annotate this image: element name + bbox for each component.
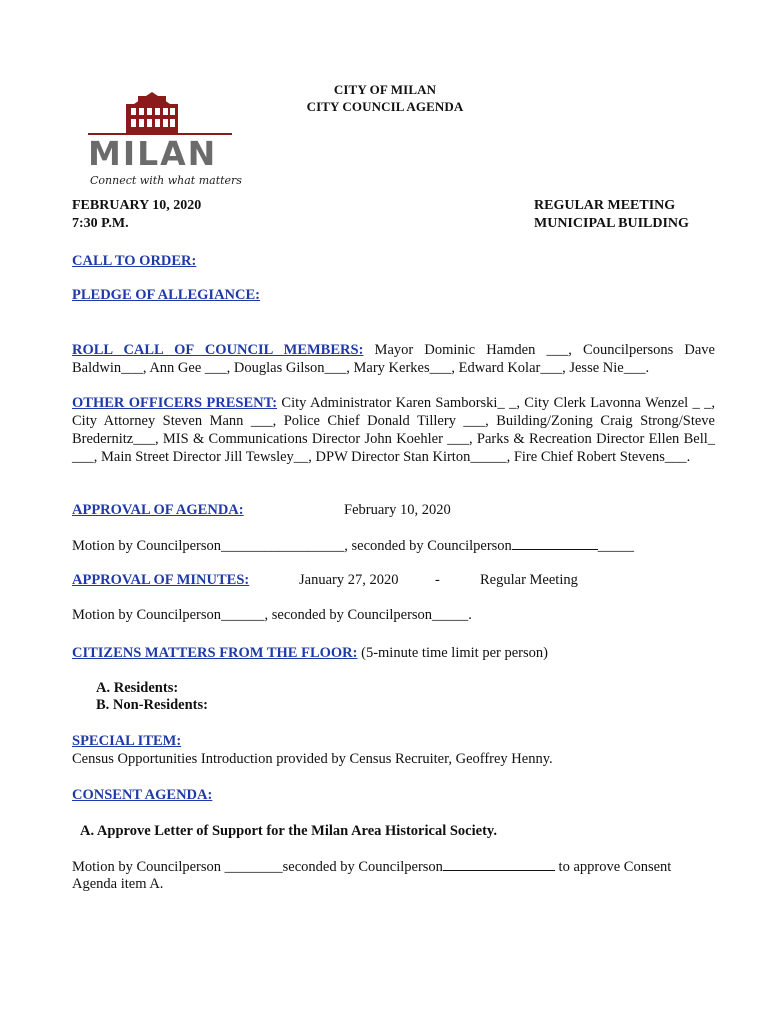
minutes-dash: - (435, 572, 440, 588)
milan-logo (84, 92, 242, 188)
other-officers-heading: OTHER OFFICERS PRESENT: (72, 395, 278, 411)
approval-minutes-heading: APPROVAL OF MINUTES: (72, 572, 250, 588)
consent-motion-text: Motion by Councilperson ________seconded by Councilperson (72, 859, 443, 875)
agenda-city-title: CITY OF MILAN (333, 82, 437, 97)
agenda-motion-line (72, 537, 634, 555)
logo-wordmark: MILAN (88, 134, 218, 173)
meeting-type: REGULAR MEETING (534, 198, 676, 213)
roll-call-heading: ROLL CALL OF COUNCIL MEMBERS: (72, 342, 364, 358)
minutes-motion-line: Motion by Councilperson______, seconded by Councilperson_____. (72, 607, 472, 623)
agenda-subtitle: CITY COUNCIL AGENDA (306, 99, 464, 114)
roll-call-paragraph (72, 341, 715, 377)
consent-second-blank (443, 858, 555, 871)
agenda-second-blank (512, 537, 598, 550)
meeting-date: FEBRUARY 10, 2020 (72, 198, 202, 213)
meeting-time: 7:30 P.M. (72, 216, 129, 231)
minutes-date: January 27, 2020 (299, 572, 399, 588)
consent-motion-line-2: Agenda item A. (72, 876, 164, 892)
approval-agenda-date: February 10, 2020 (344, 502, 451, 518)
special-item-text: Census Opportunities Introduction provided by Census Recruiter, Geoffrey Henny. (72, 751, 553, 767)
logo-tagline: Connect with what matters (90, 174, 242, 187)
pledge-heading: PLEDGE OF ALLEGIANCE: (72, 287, 260, 303)
citizens-heading: CITIZENS MATTERS FROM THE FLOOR: (72, 645, 358, 661)
citizens-item-residents: A. Residents: (96, 680, 179, 696)
citizens-item-non-residents: B. Non-Residents: (96, 697, 208, 713)
roll-call-text: Mayor Dominic Hamden ___, Councilpersons Dave Baldwin___, Ann Gee ___, Douglas Gilson___, Mary Kerkes___, Edward Kolar___, Jesse Nie___. (72, 342, 715, 376)
consent-item-a: A. Approve Letter of Support for the Milan Area Historical Society. (80, 823, 497, 839)
meeting-location: MUNICIPAL BUILDING (534, 216, 689, 231)
other-officers-paragraph (72, 394, 715, 466)
special-item-heading: SPECIAL ITEM: (72, 733, 182, 749)
consent-agenda-heading: CONSENT AGENDA: (72, 787, 213, 803)
approval-agenda-heading: APPROVAL OF AGENDA: (72, 502, 244, 518)
call-to-order-heading: CALL TO ORDER: (72, 253, 197, 269)
consent-motion-tail: to approve Consent (554, 859, 672, 875)
agenda-motion-text: Motion by Councilperson_________________, seconded by Councilperson (72, 538, 512, 554)
consent-motion-line (72, 858, 671, 876)
agenda-motion-tail: _____ (597, 538, 635, 554)
citizens-note: (5-minute time limit per person) (357, 645, 548, 661)
other-officers-text: City Administrator Karen Samborski_ _, City Clerk Lavonna Wenzel _ _, City Attorney Steven Mann ___, Police Chief Donald Tillery ___, Building/Zoning Craig Strong/Steve Bredernitz___, MIS & Communications Director John Koehler ___, Parks & Recreation Director Ellen Bell_ ___, Main Street Director Jill Tewsley__, DPW Director Stan Kirton_____, Fire Chief Robert Stevens___. (72, 395, 715, 465)
minutes-type: Regular Meeting (480, 572, 578, 588)
